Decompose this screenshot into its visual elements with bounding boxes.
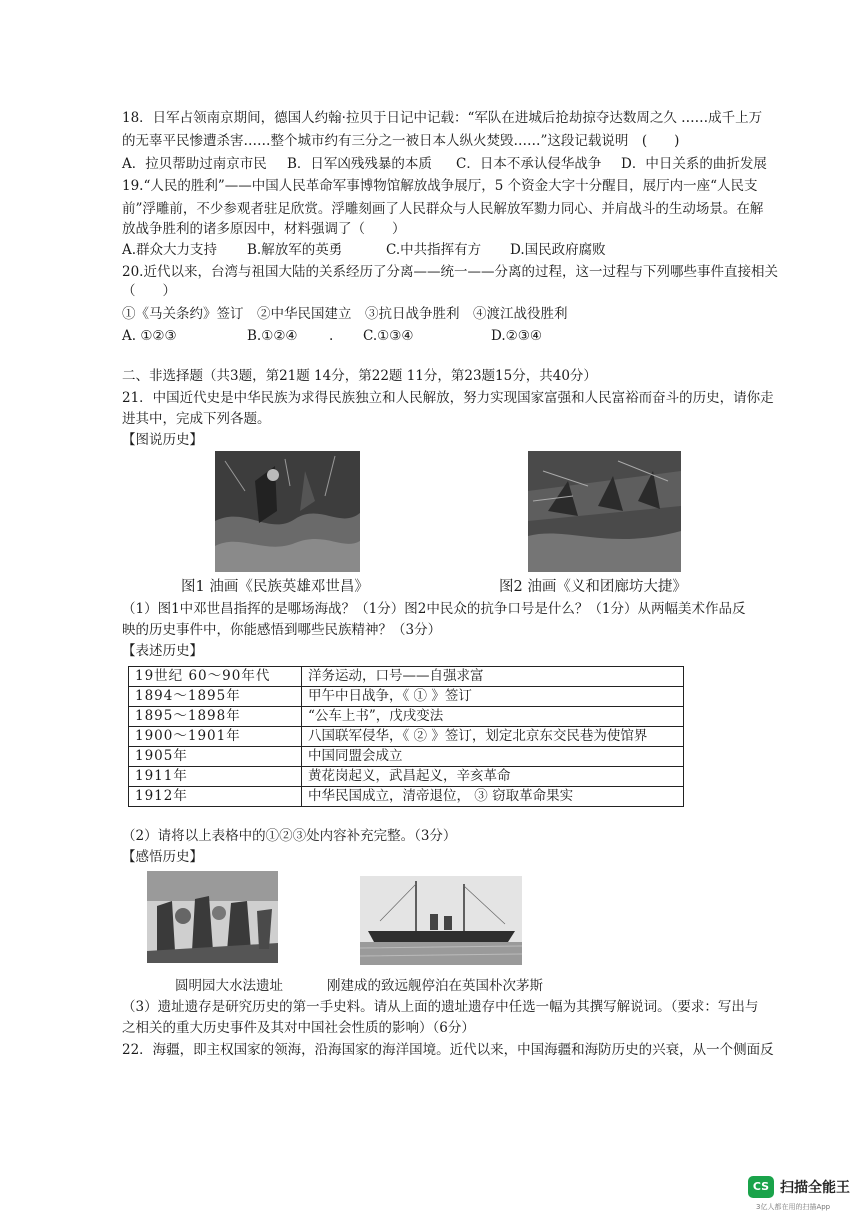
- q20-option-c: C.①③④: [363, 328, 414, 344]
- q20-option-a: A. ①②③: [122, 328, 177, 344]
- q20-stem-line2: （ ）: [122, 283, 176, 299]
- q19-stem-line1: 19.“人民的胜利”——中国人民革命军事博物馆解放战争展厅，5 个资金大字十分醒目，展厅内一座“人民支: [122, 178, 758, 194]
- q19-option-d: D.国民政府腐败: [510, 242, 606, 258]
- q20-stem-line1: 20.近代以来，台湾与祖国大陆的关系经历了分离——统一——分离的过程，这一过程与下列哪些事件直接相关: [122, 264, 778, 280]
- table-row: [129, 707, 684, 727]
- watermark-brand-name: 扫描全能王: [780, 1180, 850, 1196]
- figure2-painting-art: [528, 451, 681, 572]
- q18-stem-line2: 的无辜平民惨遭杀害……整个城市约有三分之一被日本人纵火焚毁……”这段记载说明 ( ): [122, 133, 680, 149]
- q19-option-b: B.解放军的英勇: [247, 242, 343, 258]
- table-row: [129, 667, 684, 687]
- q19-option-a: A.群众大力支持: [122, 242, 218, 258]
- q20-items: ①《马关条约》签订 ②中华民国建立 ③抗日战争胜利 ④渡江战役胜利: [122, 306, 568, 322]
- camscanner-logo-icon: CS: [748, 1176, 774, 1198]
- figure3-ruins-photo: [147, 871, 278, 963]
- table-cell-event: 中华民国成立，清帝退位， ③ 窃取革命果实: [302, 787, 684, 807]
- table-cell-period: 1912年: [129, 787, 302, 807]
- figure4-ship-photo: [360, 876, 522, 965]
- q20-option-b: B.①②④: [247, 328, 298, 344]
- section2-heading: 二、非选择题（共3题，第21题 14分，第22题 11分，第23题15分，共40分）: [122, 368, 597, 384]
- figure4-caption: 刚建成的致远舰停泊在英国朴次茅斯: [327, 978, 543, 994]
- q22-stem-line1: 22．海疆，即主权国家的领海，沿海国家的海洋国境。近代以来，中国海疆和海防历史的兴衰，从一个侧面反: [122, 1042, 774, 1058]
- table-cell-period: 1905年: [129, 747, 302, 767]
- q21-sub1-line1: （1）图1中邓世昌指挥的是哪场海战？（1分）图2中民众的抗争口号是什么？（1分）从两幅美术作品反: [122, 601, 746, 617]
- q21-sub3-line1: （3）遗址遗存是研究历史的第一手史料。请从上面的遗址遗存中任选一幅为其撰写解说词。（要求：写出与: [122, 999, 759, 1015]
- figure2-painting: [528, 451, 681, 572]
- figure1-painting-art: [215, 451, 360, 572]
- table-cell-period: 1900～1901年: [129, 727, 302, 747]
- table-cell-period: 19世纪 60～90年代: [129, 667, 302, 687]
- q21-stem-line2: 进其中，完成下列各题。: [122, 411, 271, 427]
- table-row: [129, 687, 684, 707]
- table-cell-event: “公车上书”，戊戌变法: [302, 707, 684, 727]
- table-row: [129, 787, 684, 807]
- table-cell-period: 1895～1898年: [129, 707, 302, 727]
- q19-stem-line3: 放战争胜利的诸多原因中，材料强调了（ ）: [122, 221, 406, 237]
- figure3-caption: 圆明园大水法遗址: [175, 978, 283, 994]
- table-cell-event: 黄花岗起义，武昌起义，辛亥革命: [302, 767, 684, 787]
- figure4-ship-art: [360, 876, 522, 965]
- q20-stray-mark: .: [329, 328, 334, 344]
- table-row: [129, 767, 684, 787]
- watermark-tagline: 3亿人都在用的扫描App: [756, 1203, 831, 1211]
- figure3-ruins-art: [147, 871, 278, 963]
- table-row: [129, 727, 684, 747]
- q21-stem-line1: 21．中国近代史是中华民族为求得民族独立和人民解放，努力实现国家富强和人民富裕而奋斗的历史，请你走: [122, 390, 774, 406]
- table-cell-event: 洋务运动，口号——自强求富: [302, 667, 684, 687]
- q21-part3-title: 【感悟历史】: [122, 849, 203, 865]
- q19-stem-line2: 前”浮雕前，不少参观者驻足欣赏。浮雕刻画了人民群众与人民解放军勠力同心、并肩战斗的生动场景。在解: [122, 201, 764, 217]
- q18-option-d: D．中日关系的曲折发展: [621, 156, 767, 172]
- q19-option-c: C.中共指挥有方: [386, 242, 482, 258]
- q18-option-a: A．拉贝帮助过南京市民: [122, 156, 267, 172]
- figure2-caption: 图2 油画《义和团廊坊大捷》: [499, 579, 687, 595]
- q21-sub1-line2: 映的历史事件中，你能感悟到哪些民族精神？（3分）: [122, 622, 442, 638]
- table-cell-event: 甲午中日战争，《 ① 》签订: [302, 687, 684, 707]
- q18-stem-line1: 18．日军占领南京期间，德国人约翰·拉贝于日记中记载：“军队在进城后抢劫掠夺达数周之久 ……成千上万: [122, 110, 763, 126]
- figure1-caption: 图1 油画《民族英雄邓世昌》: [181, 579, 369, 595]
- table-cell-event: 中国同盟会成立: [302, 747, 684, 767]
- q18-option-b: B．日军凶残残暴的本质: [287, 156, 432, 172]
- q21-part2-title: 【表述历史】: [122, 643, 203, 659]
- table-cell-period: 1894～1895年: [129, 687, 302, 707]
- history-table: [128, 666, 684, 807]
- table-cell-event: 八国联军侵华，《 ② 》签订，划定北京东交民巷为使馆界: [302, 727, 684, 747]
- table-row: [129, 747, 684, 767]
- figure1-painting: [215, 451, 360, 572]
- q18-option-c: C．日本不承认侵华战争: [456, 156, 602, 172]
- q21-sub2: （2）请将以上表格中的①②③处内容补充完整。（3分）: [122, 828, 457, 844]
- table-cell-period: 1911年: [129, 767, 302, 787]
- q21-sub3-line2: 之相关的重大历史事件及其对中国社会性质的影响）（6分）: [122, 1020, 475, 1036]
- q20-option-d: D.②③④: [491, 328, 542, 344]
- q21-part1-title: 【图说历史】: [122, 432, 203, 448]
